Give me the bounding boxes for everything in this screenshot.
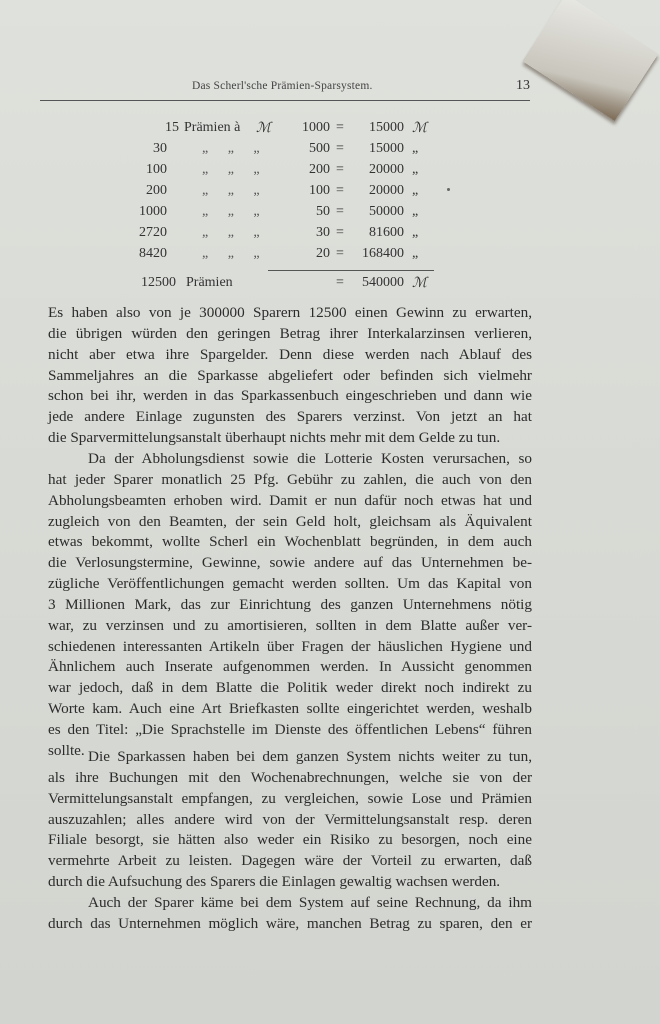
running-title: Das Scherl'sche Prämien-Sparsystem. — [192, 80, 373, 92]
prize-unit: Prämien à — [184, 120, 241, 135]
text-line: zügliche Veröffentlichungen gemacht werden sollten. Um das Kapital von — [48, 575, 532, 593]
prize-total: 50000 — [369, 204, 404, 219]
equals-sign: = — [336, 183, 344, 198]
prize-row — [0, 141, 660, 162]
currency-mark: „ — [412, 141, 419, 156]
currency-mark: „ — [412, 183, 419, 198]
prize-sum-row — [0, 275, 660, 296]
text-line: hat jeder Sparer monatlich 25 Pfg. Gebühr zu zahlen, die auch von den — [48, 470, 532, 488]
prize-count: 1000 — [139, 204, 167, 219]
equals-sign: = — [336, 246, 344, 261]
sum-count: 12500 — [141, 275, 176, 290]
running-header — [40, 78, 530, 101]
text-line: Filiale besorgt, sie hätten also weder ein Risiko zu besorgen, noch eine — [48, 831, 532, 849]
currency-symbol: ℳ — [256, 121, 271, 136]
prize-row — [0, 246, 660, 267]
prize-total: 20000 — [369, 162, 404, 177]
equals-sign: = — [336, 204, 344, 219]
ditto-marks: „ „ „ — [202, 204, 268, 219]
body-paragraph — [48, 449, 532, 762]
prize-row — [0, 162, 660, 183]
text-line: Sammeljahres an die Sparkasse abgeliefert oder befinden sich vielmehr — [48, 366, 532, 384]
prize-total: 20000 — [369, 183, 404, 198]
folded-paper-corner — [522, 0, 658, 121]
currency-mark: „ — [412, 246, 419, 261]
text-line: Es haben also von je 300000 Sparern 12500 einen Gewinn zu erwarten, — [48, 304, 532, 321]
prize-row — [0, 120, 660, 141]
prize-amount: 50 — [316, 204, 330, 219]
currency-mark: „ — [412, 162, 419, 177]
text-line: Vermittelungsanstalt empfangen, zu vergleichen, sowie Lose und Prämien — [48, 789, 532, 807]
ditto-marks: „ „ „ — [202, 141, 268, 156]
currency-symbol: ℳ — [412, 276, 427, 291]
text-line: Die Sparkassen haben bei dem ganzen System nichts weiter zu tun, — [88, 748, 532, 765]
ditto-marks: „ „ „ — [202, 183, 268, 198]
sum-label: Prämien — [186, 275, 233, 290]
text-line: auszuzahlen; alles andere wird von der Vermittelungsanstalt resp. deren — [48, 810, 532, 828]
prize-row — [0, 225, 660, 246]
prize-count: 30 — [153, 141, 167, 156]
text-line: sollte. — [48, 741, 85, 759]
prize-count: 15 — [165, 120, 179, 135]
prize-amount: 1000 — [302, 120, 330, 135]
prize-count: 2720 — [139, 225, 167, 240]
prize-count: 200 — [146, 183, 167, 198]
text-line: Da der Abholungsdienst sowie die Lotterie Kosten verursachen, so — [88, 450, 532, 467]
body-paragraph — [48, 893, 532, 935]
prize-amount: 30 — [316, 225, 330, 240]
equals-sign: = — [336, 141, 344, 156]
text-line: es den Titel: „Die Sprachstelle im Dienste des öffentlichen Lebens“ führen — [48, 720, 532, 738]
text-line: war, zu verzinsen und zu amortisieren, sollten in dem Blatte außer ver- — [48, 616, 532, 634]
text-line: war jedoch, daß in dem Blatte die Politik weder direkt noch indirekt zu — [48, 679, 532, 697]
currency-mark: „ — [412, 225, 419, 240]
sum-total: 540000 — [362, 275, 404, 290]
prize-row — [0, 204, 660, 225]
equals-sign: = — [336, 275, 344, 290]
ditto-marks: „ „ „ — [202, 162, 268, 177]
text-line: jede andere Einlage zugunsten des Sparers verzinst. Von jetzt an hat — [48, 408, 532, 426]
ditto-marks: „ „ „ — [202, 225, 268, 240]
text-line: die Verlosungstermine, Gewinne, sowie andere auf das Unternehmen be- — [48, 554, 532, 572]
equals-sign: = — [336, 225, 344, 240]
text-line: schon bei ihr, werden in das Sparkassenbuch eingeschrieben und dann wie — [48, 387, 532, 405]
text-line: als ihre Buchungen mit den Wochenabrechnungen, welche sie von der — [48, 768, 532, 786]
prize-total: 81600 — [369, 225, 404, 240]
prize-amount: 100 — [309, 183, 330, 198]
text-line: Abholungsbeamten erhoben wird. Damit er nun dafür noch etwas hat und — [48, 491, 532, 509]
body-paragraph — [48, 303, 532, 449]
text-line: durch die Aufsuchung des Sparers die Einlagen gewaltig wachsen werden. — [48, 873, 501, 891]
prize-amount: 200 — [309, 162, 330, 177]
text-line: vermehrte Arbeit zu leisten. Dagegen wäre der Vorteil zu erwarten, daß — [48, 852, 532, 870]
paper-speck — [447, 188, 450, 191]
prize-amount: 500 — [309, 141, 330, 156]
text-line: die Sparvermittelungsanstalt überhaupt nichts mehr mit dem Gelde zu tun. — [48, 429, 501, 447]
text-line: zugleich von den Beamten, der sein Geld holt, gleichsam als Äquivalent — [48, 512, 532, 530]
equals-sign: = — [336, 120, 344, 135]
prize-total: 168400 — [362, 246, 404, 261]
text-line: 3 Millionen Mark, das zur Einrichtung des ganzen Unternehmens nötig — [48, 595, 532, 613]
body-paragraph — [48, 747, 532, 893]
prize-row — [0, 183, 660, 204]
prize-total: 15000 — [369, 141, 404, 156]
prize-amount: 20 — [316, 246, 330, 261]
sum-rule — [268, 270, 434, 271]
text-line: Worte kam. Auch eine Art Briefkasten sollte eingerichtet werden, weshalb — [48, 700, 532, 718]
prize-count: 8420 — [139, 246, 167, 261]
currency-mark: ℳ — [412, 121, 427, 136]
currency-mark: „ — [412, 204, 419, 219]
text-line: Auch der Sparer käme bei dem System auf seine Rechnung, da ihm — [88, 894, 532, 911]
prize-total: 15000 — [369, 120, 404, 135]
text-line: die übrigen würden den geringen Betrag ihrer Interkalarzinsen verlieren, — [48, 324, 532, 342]
page-number: 13 — [516, 78, 530, 93]
ditto-marks: „ „ „ — [202, 246, 268, 261]
text-line: etwas bekommt, wollte Scherl ein Wochenblatt begründen, in dem auch — [48, 533, 532, 551]
text-line: schiedenen interessanten Artikeln über Fragen der häuslichen Hygiene und — [48, 637, 532, 655]
text-line: nicht aber etwa ihre Spargelder. Denn diese werden nach Ablauf des — [48, 345, 532, 363]
text-line: durch das Unternehmen möglich wäre, manchen Betrag zu sparen, den er — [48, 914, 532, 932]
text-line: Ähnlichem auch Inserate aufgenommen werden. In Aussicht genommen — [48, 658, 532, 676]
equals-sign: = — [336, 162, 344, 177]
prize-count: 100 — [146, 162, 167, 177]
